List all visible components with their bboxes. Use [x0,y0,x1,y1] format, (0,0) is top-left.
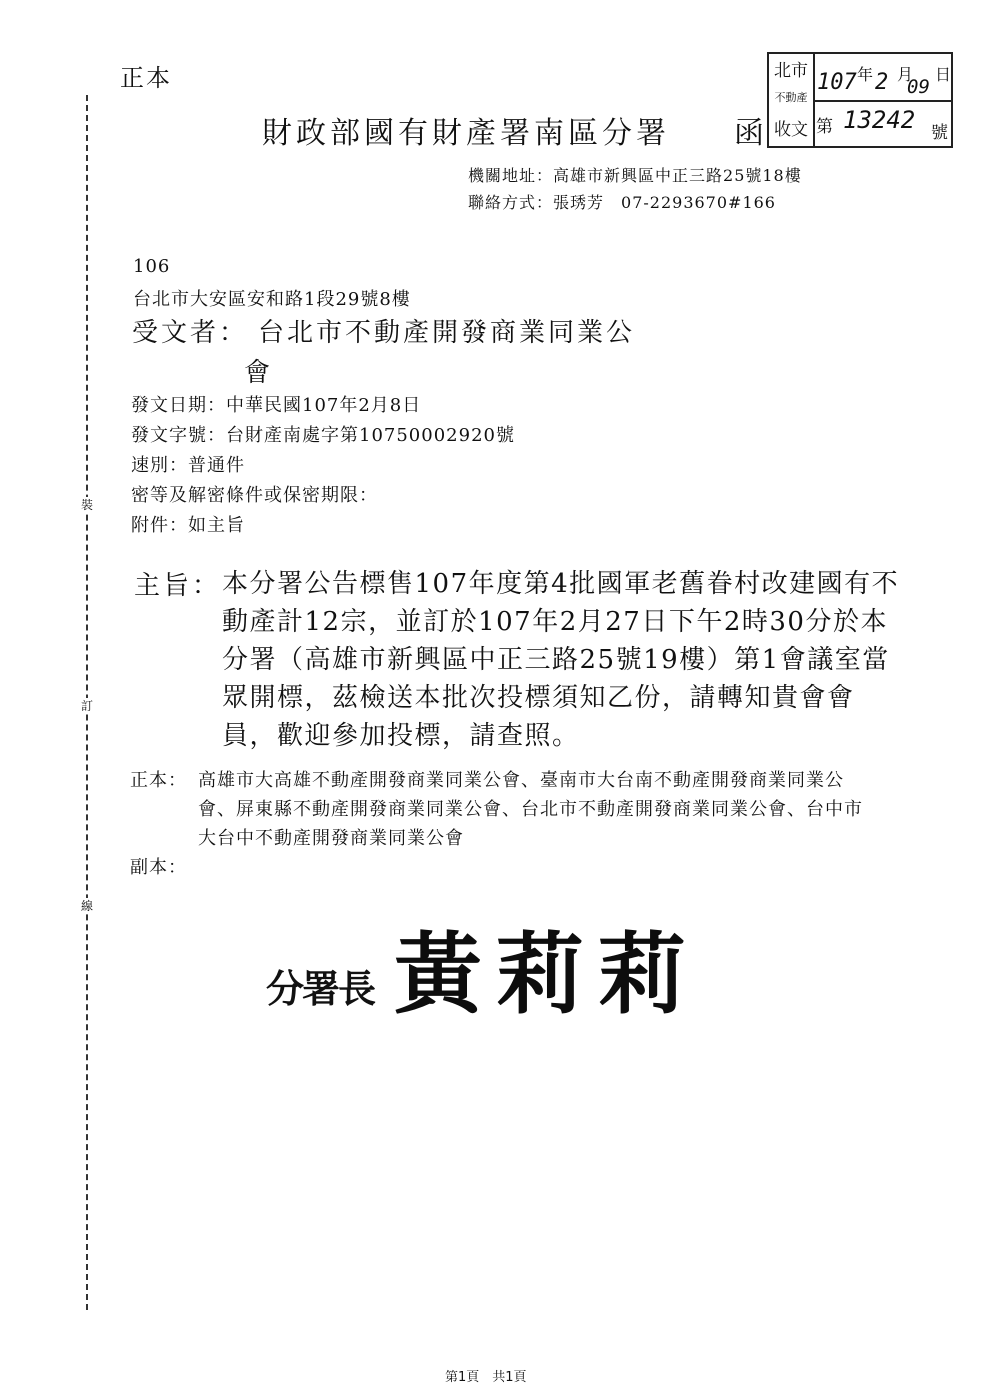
stamp-row-divider [813,100,951,102]
original-recipients-label: 正本： [130,770,187,791]
receipt-stamp [767,52,953,148]
stamp-org-line3: 收文 [774,120,808,140]
stamp-year-unit: 年 [857,65,874,84]
contact-person: 張琇芳 07-2293670#166 [553,193,776,212]
address-label: 機關地址： [468,166,554,185]
stamp-month-unit: 月 [897,65,914,84]
stamp-number: 13242 [843,106,916,134]
page-number: 第1頁 共1頁 [445,1370,527,1385]
stamp-no-suffix: 號 [931,123,948,143]
document-number: 發文字號：台財產南處字第10750002920號 [131,425,515,446]
attachment: 附件：如主旨 [131,515,245,536]
original-recipients: 高雄市大高雄不動產開發商業同業公會、臺南市大台南不動產開發商業同業公會、屏東縣不動產開發商業同業公會、台北市不動產開發商業同業公會、台中市大台中不動產開發商業同業公會 [198,770,863,849]
copy-recipients-label: 副本： [130,857,187,878]
delivery-speed: 速別：普通件 [131,455,245,476]
copy-mark: 正本 [120,64,172,92]
recipient-label: 受文者： [132,318,249,348]
agency-address: 高雄市新興區中正三路25號18樓 [553,166,802,185]
subject-text: 本分署公告標售107年度第4批國軍老舊眷村改建國有不動產計12宗，並訂於107年2月27日下午2時30分於本分署（高雄市新興區中正三路25號19樓）第1會議室當眾開標，茲檢送本批次投標須知乙份，請轉知貴會會員，歡迎參加投標，請查照。 [222,569,900,751]
binding-mark-line: 線 [74,898,100,914]
secrecy-level: 密等及解密條件或保密期限： [131,485,378,506]
binding-mark-bind: 裝 [74,497,100,513]
subject-label: 主旨： [134,571,222,601]
stamp-day-unit: 日 [935,65,952,84]
signer-title: 分署長 [266,966,375,1011]
stamp-org-line1: 北市 [774,61,808,81]
stamp-no-prefix: 第 [816,117,833,137]
postal-code: 106 [133,256,171,277]
contact-line [468,190,776,213]
issue-date: 發文日期：中華民國107年2月8日 [131,395,422,416]
stamp-month: 2 [875,70,889,95]
document-type: 函 [734,116,764,151]
stamp-org-column [769,54,815,146]
contact-label: 聯絡方式： [468,193,554,212]
recipient-name-cont: 會 [244,358,271,388]
stamp-year: 107 [817,70,857,95]
stamp-org-line2: 不動產 [774,91,808,104]
agency-address-line [468,163,802,186]
recipient-address: 台北市大安區安和路1段29號8樓 [133,289,411,310]
binding-mark-stitch: 訂 [74,698,100,714]
signer-name: 黃莉莉 [394,922,701,1026]
recipient-name: 台北市不動產開發商業同業公 [258,318,636,348]
stamp-day: 09 [907,76,930,98]
agency-title: 財政部國有財產署南區分署 [262,116,670,151]
